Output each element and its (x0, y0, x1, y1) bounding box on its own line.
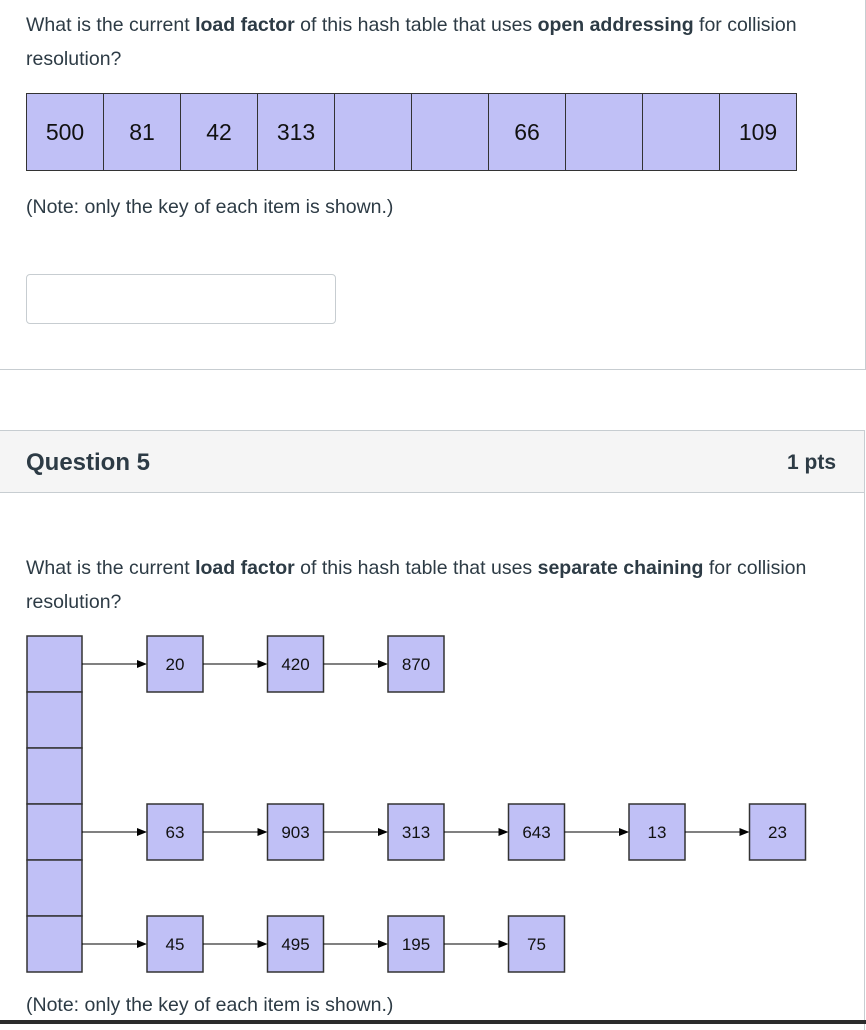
chain-node-key: 63 (165, 823, 185, 842)
bucket-1 (27, 692, 82, 748)
question-title: Question 5 (26, 449, 151, 476)
array-slot-0: 500 (26, 93, 104, 171)
array-slot-2: 42 (180, 93, 258, 171)
chain-node-key: 313 (401, 823, 431, 842)
window-bottom-edge (0, 1020, 866, 1024)
prompt-bold-method: separate chaining (537, 557, 704, 579)
chain-node-key: 420 (281, 655, 310, 674)
bucket-2 (27, 748, 82, 804)
chain-node-key: 75 (527, 935, 546, 954)
chain-node-key: 13 (647, 823, 667, 842)
question-points: 1 pts (786, 451, 836, 474)
array-slot-6: 66 (488, 93, 566, 171)
chain-node-key: 903 (281, 823, 310, 842)
prompt-bold-load-factor: load factor (195, 557, 295, 579)
bucket-5 (27, 916, 82, 972)
array-slot-9: 109 (719, 93, 797, 171)
chain-node-key: 195 (401, 935, 431, 954)
prompt-text: of this hash table that uses (294, 557, 538, 579)
array-slot-1: 81 (103, 93, 181, 171)
bucket-4 (27, 860, 82, 916)
bucket-3 (27, 804, 82, 860)
chain-node-key: 495 (281, 935, 310, 954)
bucket-0 (27, 636, 82, 692)
prompt-text: for collision resolution? (26, 557, 807, 613)
chain-node-key: 20 (165, 655, 185, 674)
question-4-note: (Note: only the key of each item is shown.) (26, 196, 394, 218)
prompt-text: for collision resolution? (26, 14, 797, 70)
chain-node-key: 45 (165, 935, 185, 954)
prompt-bold-method: open addressing (537, 14, 694, 36)
question-5-note: (Note: only the key of each item is shown.) (26, 994, 394, 1016)
chain-node-key: 643 (522, 823, 551, 842)
prompt-text: of this hash table that uses (294, 14, 538, 36)
chain-node-key: 23 (768, 823, 787, 842)
prompt-text: What is the current (26, 14, 196, 36)
prompt-text: What is the current (26, 557, 196, 579)
chain-node-key: 870 (401, 655, 431, 674)
prompt-bold-load-factor: load factor (195, 14, 295, 36)
array-slot-3: 313 (257, 93, 335, 171)
